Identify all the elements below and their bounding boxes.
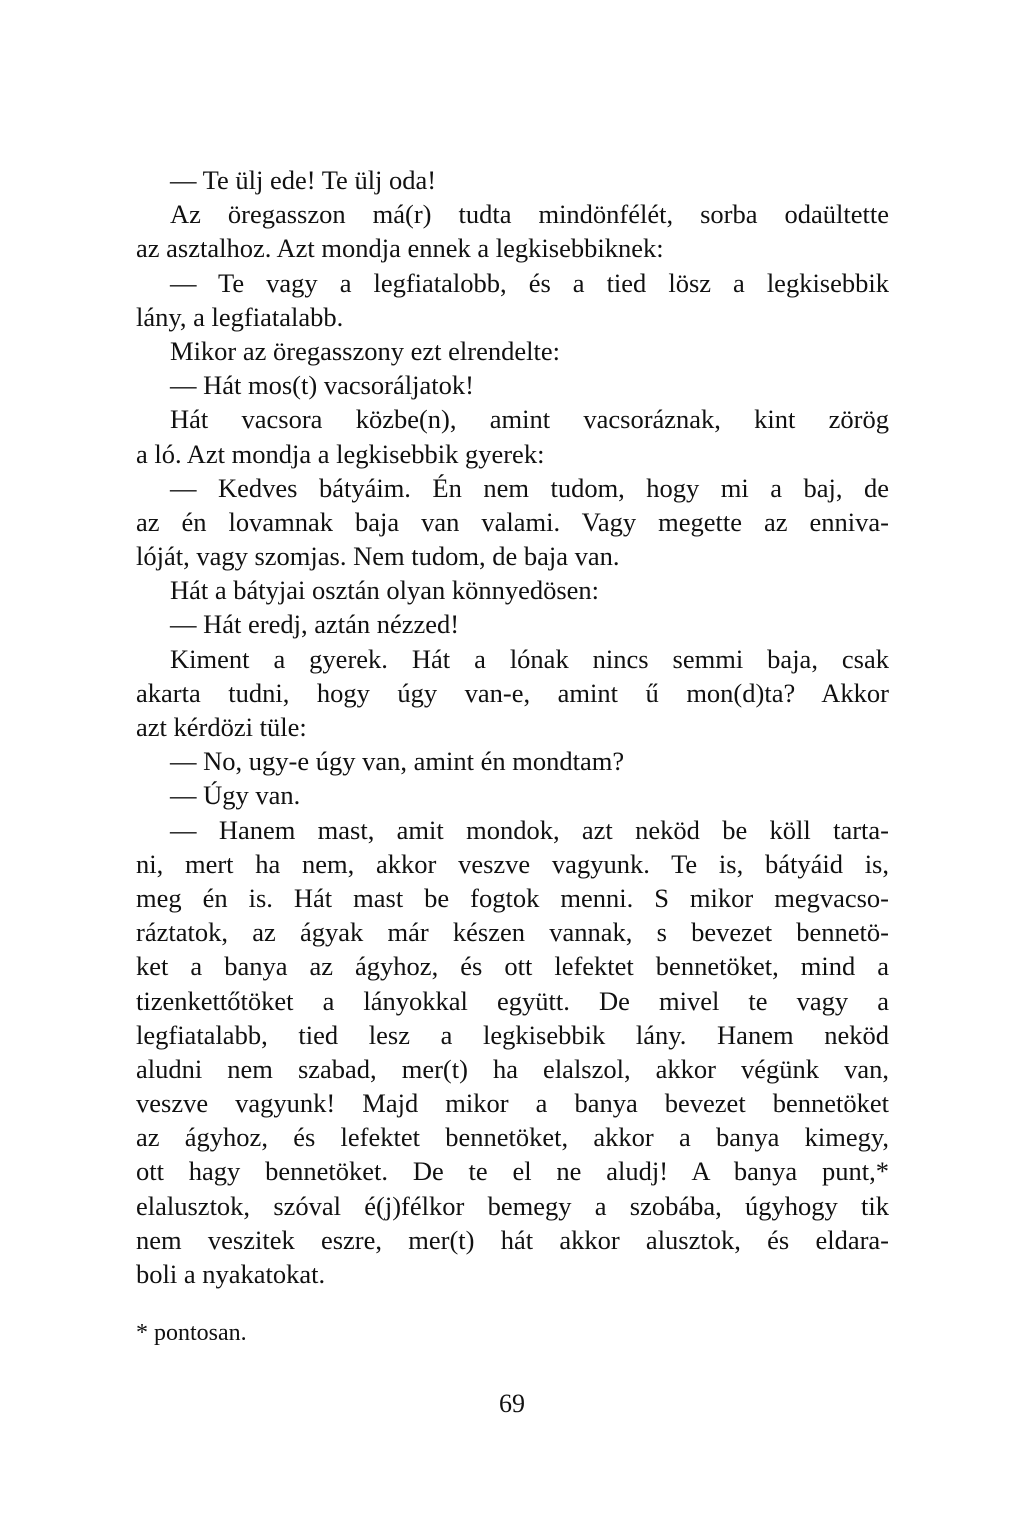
- text-line: Kiment a gyerek. Hát a lónak nincs semmi baja, csak: [170, 643, 889, 674]
- text-line: aludni nem szabad, mer(t) ha elalszol, akkor végünk van,: [136, 1053, 889, 1084]
- text-line: nem veszitek eszre, mer(t) hát akkor alusztok, és eldara-: [136, 1224, 889, 1255]
- text-line: akarta tudni, hogy úgy van-e, amint ű mon(d)ta? Akkor: [136, 677, 889, 708]
- text-line: boli a nyakatokat.: [136, 1259, 326, 1289]
- page-number: 69: [499, 1389, 525, 1418]
- text-line: az asztalhoz. Azt mondja ennek a legkisebbiknek:: [136, 233, 664, 264]
- text-line: a ló. Azt mondja a legkisebbik gyerek:: [136, 438, 545, 469]
- footnote: * pontosan.: [136, 1320, 247, 1346]
- text-line: legfiatalabb, tied lesz a legkisebbik lány. Hanem neköd: [136, 1019, 889, 1050]
- text-line: Az öregasszon má(r) tudta mindönfélét, sorba odaültette: [170, 199, 889, 230]
- body-text: [136, 163, 889, 1291]
- text-line: — Hát mos(t) vacsoráljatok!: [170, 370, 474, 401]
- text-line: ott hagy bennetöket. De te el ne aludj! A banya punt,*: [136, 1156, 889, 1187]
- text-line: lóját, vagy szomjas. Nem tudom, de baja van.: [136, 541, 620, 572]
- text-line: Hát vacsora közbe(n), amint vacsoráznak, kint zörög: [170, 404, 889, 435]
- text-line: meg én is. Hát mast be fogtok menni. S mikor megvacso-: [136, 882, 889, 913]
- text-line: ket a banya az ágyhoz, és ott lefektet bennetöket, mind a: [136, 951, 889, 982]
- text-line: az ágyhoz, és lefektet bennetöket, akkor a banya kimegy,: [136, 1122, 889, 1153]
- text-line: az én lovamnak baja van valami. Vagy megette az enniva-: [136, 506, 889, 537]
- text-line: ni, mert ha nem, akkor veszve vagyunk. Te is, bátyáid is,: [136, 848, 889, 879]
- text-line: veszve vagyunk! Majd mikor a banya bevezet bennetöket: [136, 1088, 889, 1119]
- text-line: — Te ülj ede! Te ülj oda!: [170, 165, 437, 195]
- text-line: azt kérdözi tüle:: [136, 712, 307, 742]
- text-line: lány, a legfiatalabb.: [136, 301, 344, 332]
- text-line: — Hát eredj, aztán nézzed!: [170, 609, 460, 640]
- text-line: — No, ugy-e úgy van, amint én mondtam?: [170, 746, 625, 777]
- text-line: Mikor az öregasszony ezt elrendelte:: [170, 335, 560, 366]
- text-line: Hát a bátyjai osztán olyan könnyedösen:: [170, 575, 600, 606]
- text-line: — Hanem mast, amit mondok, azt neköd be köll tarta-: [170, 814, 889, 845]
- text-line: — Kedves bátyáim. Én nem tudom, hogy mi a baj, de: [170, 472, 889, 503]
- text-line: tizenkettőtöket a lányokkal együtt. De mivel te vagy a: [136, 985, 889, 1016]
- text-line: ráztatok, az ágyak már készen vannak, s bevezet bennetö-: [136, 917, 889, 948]
- text-line: — Úgy van.: [170, 780, 301, 811]
- text-line: — Te vagy a legfiatalobb, és a tied lösz a legkisebbik: [170, 267, 889, 298]
- text-line: elalusztok, szóval é(j)félkor bemegy a szobába, úgyhogy tik: [136, 1190, 889, 1221]
